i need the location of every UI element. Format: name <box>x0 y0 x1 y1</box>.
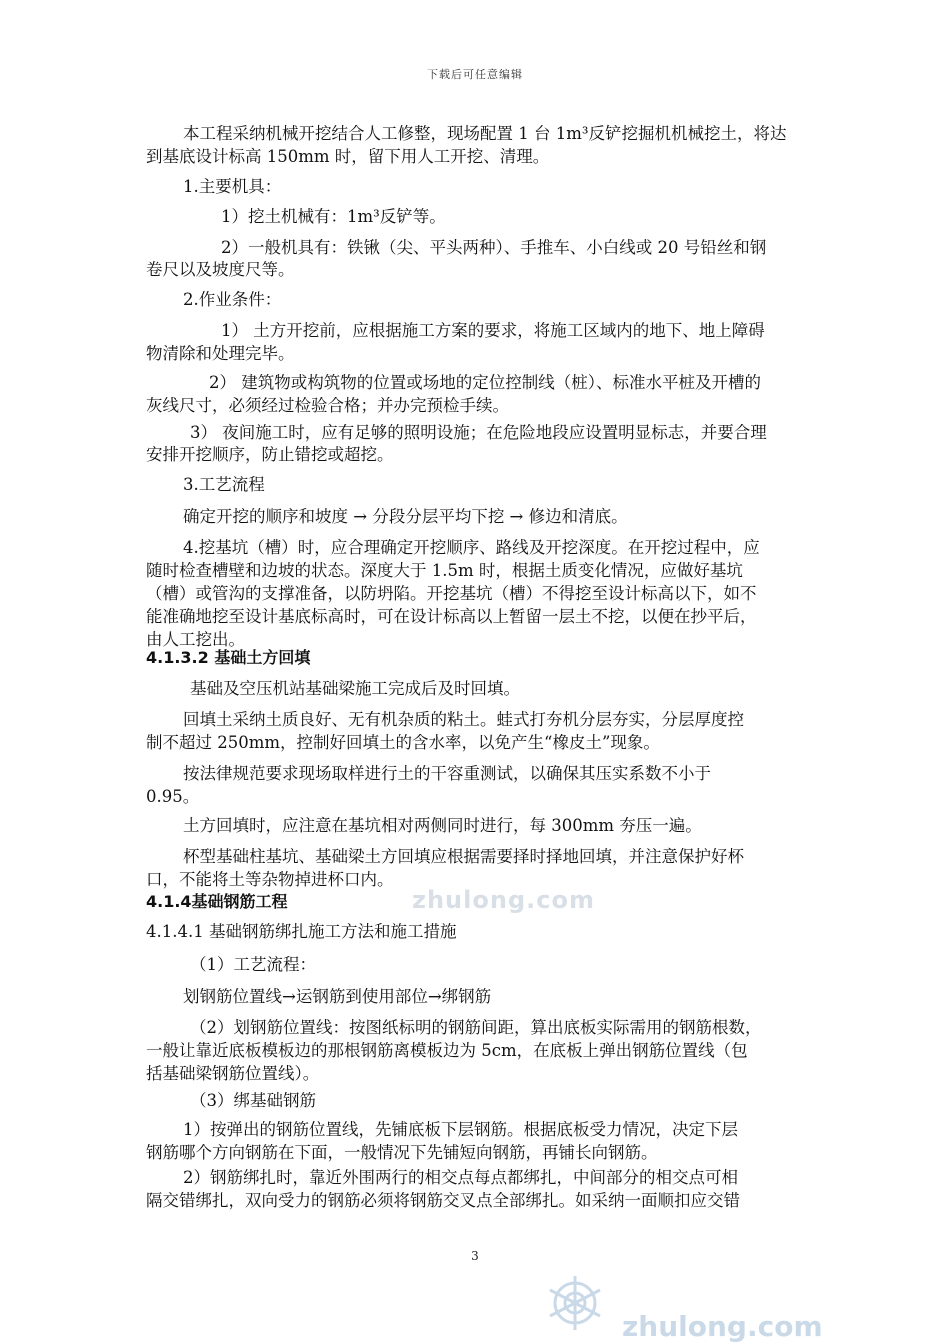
paragraph-line: 由人工挖出。 <box>146 630 245 649</box>
paragraph-line: 到基底设计标高 150mm 时，留下用人工开挖、清理。 <box>146 147 550 166</box>
paragraph-line: 土方回填时，应注意在基坑相对两侧同时进行，每 300mm 夯压一遍。 <box>183 816 702 835</box>
page-number: 3 <box>471 1249 479 1263</box>
paragraph-line: 能准确地挖至设计基底标高时，可在设计标高以上暂留一层土不挖，以便在抄平后， <box>146 607 757 626</box>
paragraph-line: 0.95。 <box>146 787 200 806</box>
list-item: 安排开挖顺序，防止错挖或超挖。 <box>146 445 394 464</box>
paragraph-line: 制不超过 250mm，控制好回填土的含水率，以免产生“橡皮土”现象。 <box>146 733 660 752</box>
list-item: 物清除和处理完毕。 <box>146 344 295 363</box>
paragraph-line: 口，不能将土等杂物掉进杯口内。 <box>146 870 394 889</box>
section-heading: 4.1.4基础钢筋工程 <box>146 892 288 911</box>
paragraph-line: 本工程采纳机械开挖结合人工修整，现场配置 1 台 1m³反铲挖掘机机械挖土，将达 <box>183 124 787 143</box>
subsection-heading: 4.1.4.1 基础钢筋绑扎施工方法和施工措施 <box>146 922 457 941</box>
list-item: 3） 夜间施工时，应有足够的照明设施；在危险地段应设置明显标志，并要合理 <box>190 423 767 442</box>
paragraph-line: 4.挖基坑（槽）时，应合理确定开挖顺序、路线及开挖深度。在开挖过程中，应 <box>183 538 760 557</box>
paragraph-line: 隔交错绑扎，双向受力的钢筋必须将钢筋交叉点全部绑扎。如采纳一面顺扣应交错 <box>146 1191 740 1210</box>
list-heading: 1.主要机具： <box>183 177 282 196</box>
paragraph-line: （槽）或管沟的支撑准备，以防坍陷。开挖基坑（槽）不得挖至设计标高以下，如不 <box>146 584 757 603</box>
paragraph-line: 杯型基础柱基坑、基础梁土方回填应根据需要择时择地回填，并注意保护好杯 <box>183 847 744 866</box>
paragraph-line: （2）划钢筋位置线：按图纸标明的钢筋间距，算出底板实际需用的钢筋根数， <box>190 1018 762 1037</box>
list-item: 2） 建筑物或构筑物的位置或场地的定位控制线（桩）、标准水平桩及开槽的 <box>209 373 761 392</box>
list-item: 灰线尺寸，必须经过检验合格；并办完预检手续。 <box>146 396 509 415</box>
process-flow: 确定开挖的顺序和坡度 → 分段分层平均下挖 → 修边和清底。 <box>183 507 628 526</box>
paragraph-line: 钢筋哪个方向钢筋在下面，一般情况下先铺短向钢筋，再铺长向钢筋。 <box>146 1143 658 1162</box>
list-heading: 2.作业条件： <box>183 290 282 309</box>
list-item: 1） 土方开挖前，应根据施工方案的要求，将施工区域内的地下、地上障碍 <box>221 321 765 340</box>
paragraph-line: 1）按弹出的钢筋位置线，先铺底板下层钢筋。根据底板受力情况，决定下层 <box>183 1120 738 1139</box>
watermark-text: zhulong.com <box>412 886 595 914</box>
list-item: 1）挖土机械有：1m³反铲等。 <box>221 207 446 226</box>
list-heading: （3）绑基础钢筋 <box>190 1091 316 1110</box>
paragraph-line: 括基础梁钢筋位置线）。 <box>146 1064 320 1083</box>
paragraph-line: 一般让靠近底板模板边的那根钢筋离模板边为 5cm，在底板上弹出钢筋位置线（包 <box>146 1041 748 1060</box>
header-note: 下载后可任意编辑 <box>427 68 523 81</box>
paragraph-line: 回填土采纳土质良好、无有机杂质的粘土。蛙式打夯机分层夯实，分层厚度控 <box>183 710 744 729</box>
list-heading: 3.工艺流程 <box>183 475 265 494</box>
watermark-text: zhulong.com <box>622 1310 823 1343</box>
paragraph-line: 基础及空压机站基础梁施工完成后及时回填。 <box>190 679 520 698</box>
snowflake-watermark-icon <box>530 1272 620 1334</box>
list-item: 卷尺以及坡度尺等。 <box>146 260 295 279</box>
paragraph-line: 随时检查槽壁和边坡的状态。深度大于 1.5m 时，根据土质变化情况，应做好基坑 <box>146 561 743 580</box>
list-heading: （1）工艺流程： <box>190 955 316 974</box>
list-item: 2）一般机具有：铁锹（尖、平头两种）、手推车、小白线或 20 号铅丝和钢 <box>221 238 767 257</box>
paragraph-line: 2）钢筋绑扎时，靠近外围两行的相交点每点都绑扎，中间部分的相交点可相 <box>183 1168 738 1187</box>
paragraph-line: 按法律规范要求现场取样进行土的干容重测试，以确保其压实系数不小于 <box>183 764 711 783</box>
process-flow: 划钢筋位置线→运钢筋到使用部位→绑钢筋 <box>183 987 492 1006</box>
section-heading: 4.1.3.2 基础土方回填 <box>146 648 311 667</box>
